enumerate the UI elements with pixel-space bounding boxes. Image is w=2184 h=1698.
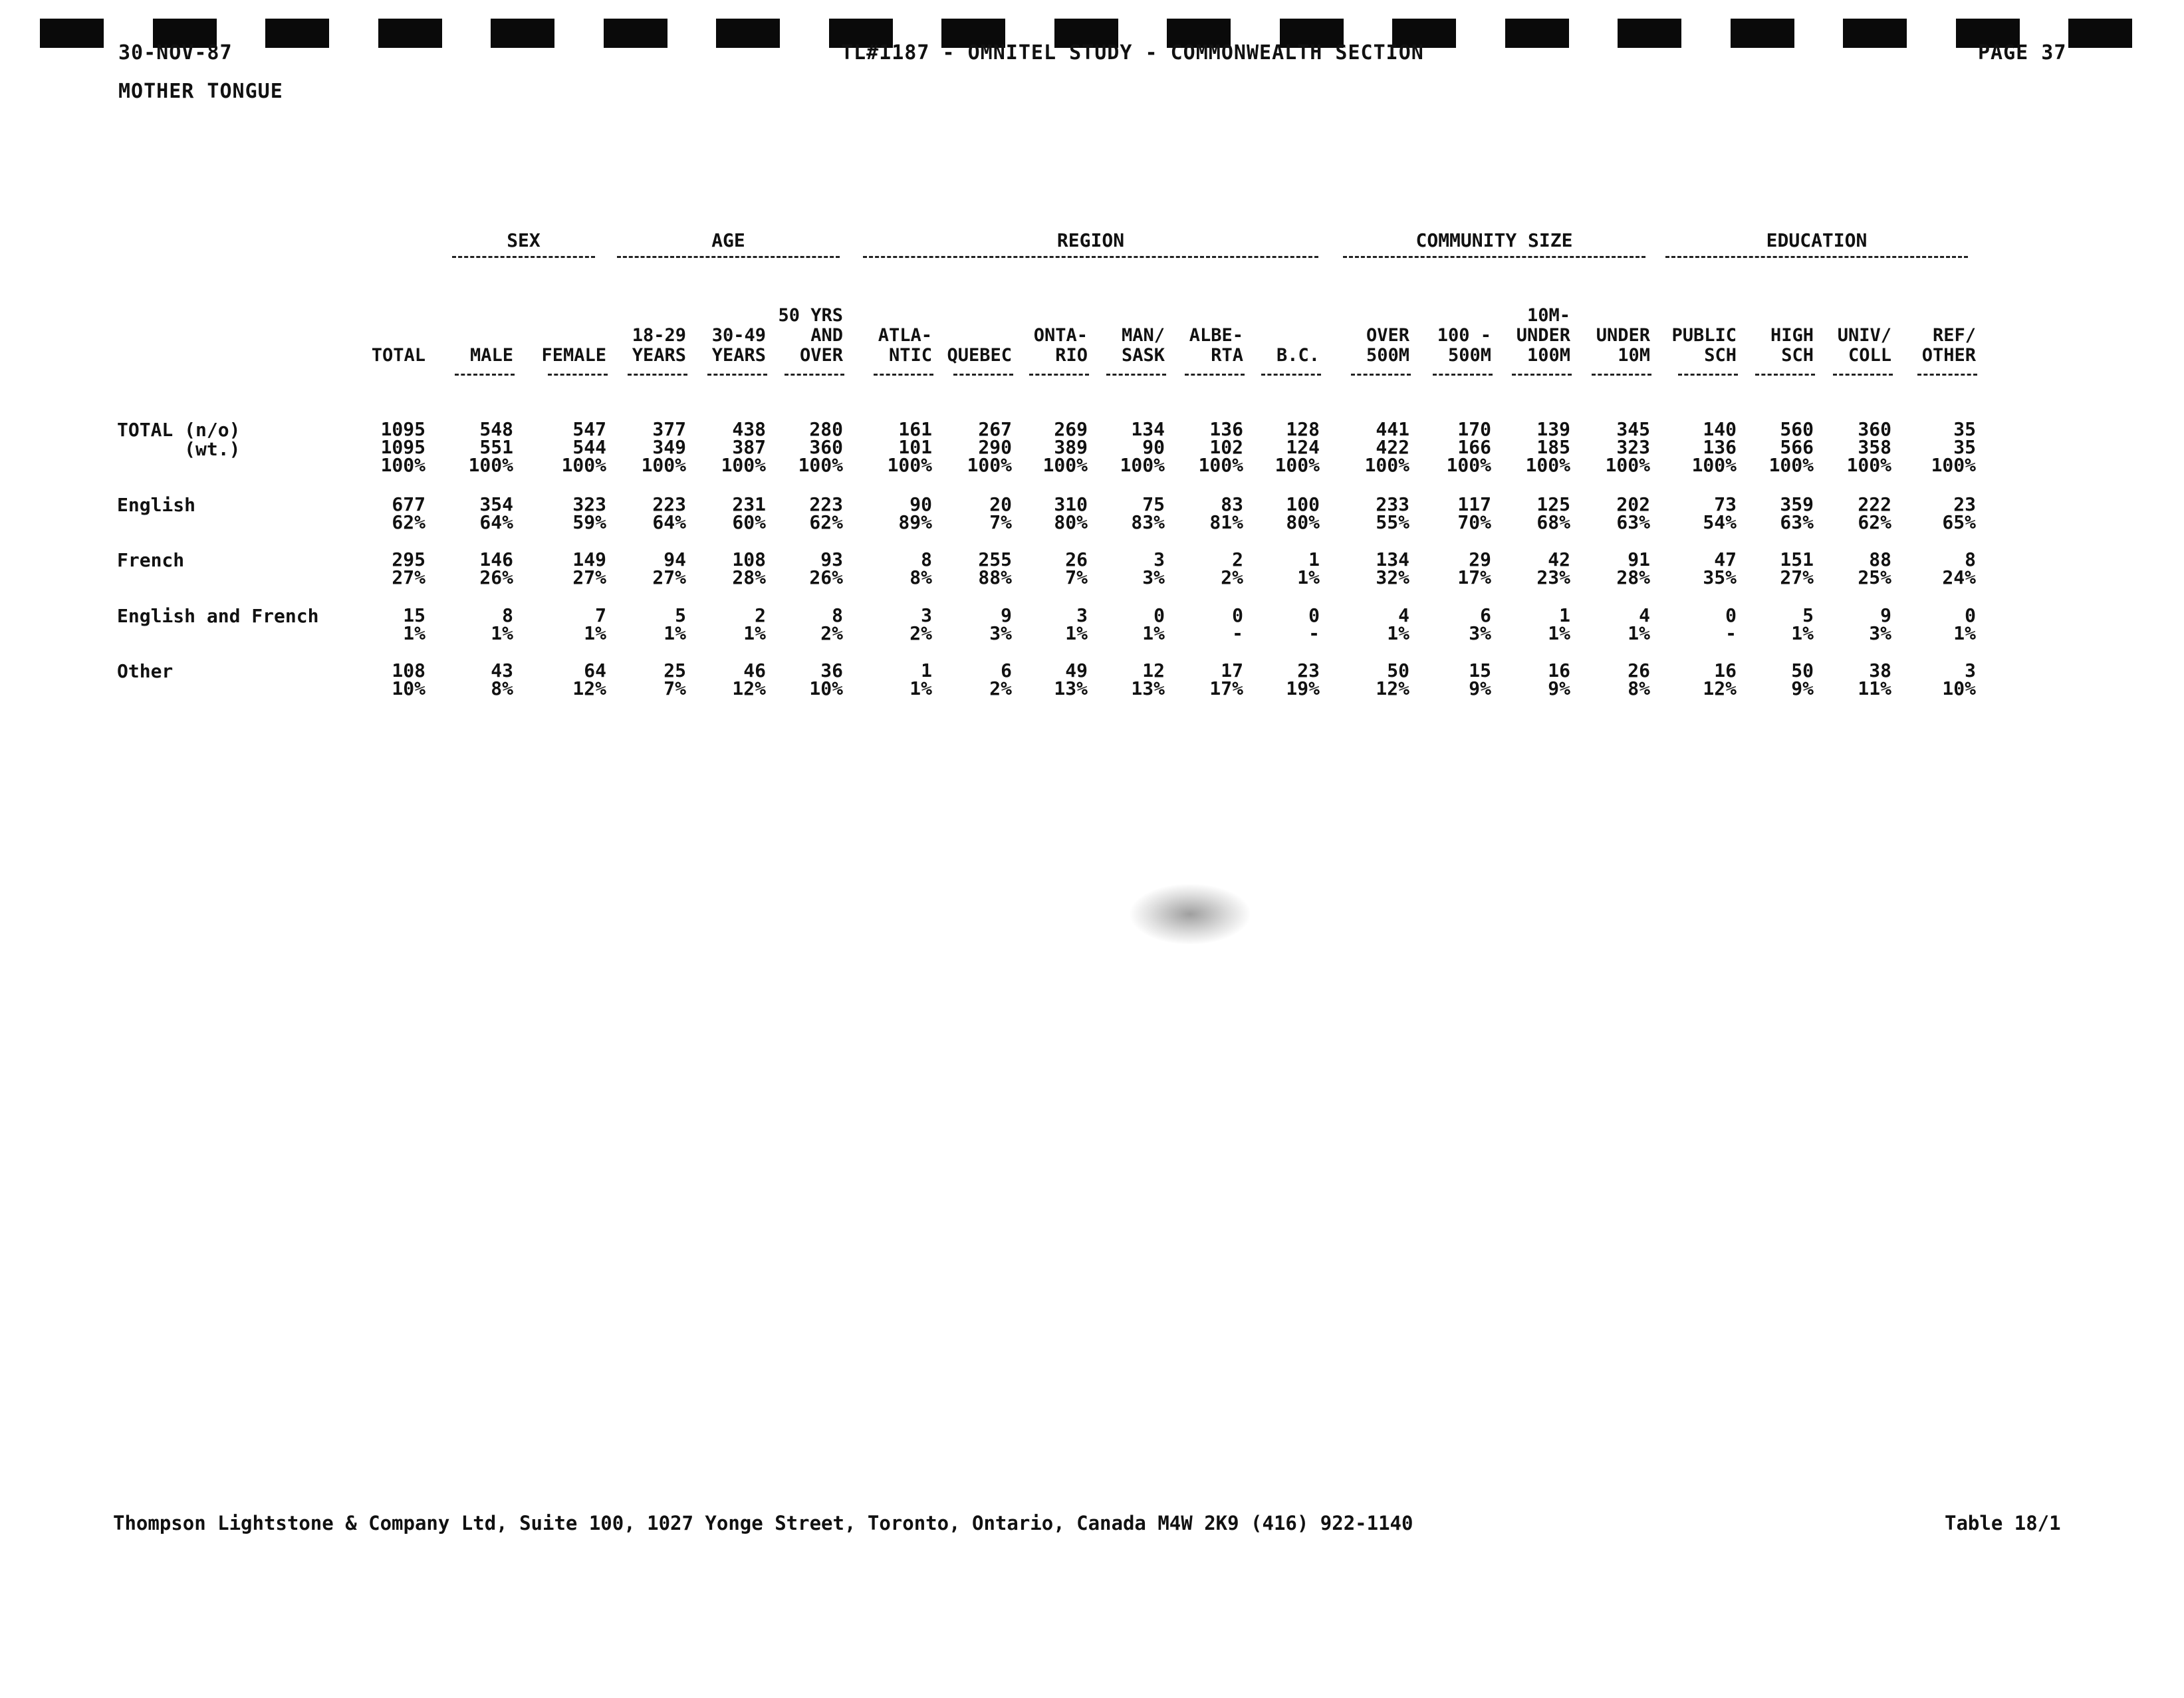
table-cell: 345 323 100% xyxy=(1605,418,1650,476)
column-header: 100 - 500M xyxy=(1437,325,1491,366)
table-cell: 108 10% xyxy=(392,660,425,699)
perforation-mark xyxy=(265,19,329,48)
group-heading-education: EDUCATION xyxy=(1766,229,1868,251)
column-underline xyxy=(1917,374,1977,376)
table-reference: Table 18/1 xyxy=(1945,1512,2061,1534)
table-cell: 354 64% xyxy=(479,493,513,533)
table-cell: 310 80% xyxy=(1054,493,1088,533)
table-cell: 20 7% xyxy=(989,493,1012,533)
table-cell: 4 1% xyxy=(1387,604,1409,644)
table-cell: 1 1% xyxy=(1548,604,1570,644)
table-cell: 3 10% xyxy=(1942,660,1976,699)
group-underline xyxy=(1343,256,1645,258)
table-cell: 36 10% xyxy=(809,660,843,699)
column-header: OVER 500M xyxy=(1366,325,1409,366)
report-date: 30-NOV-87 xyxy=(118,41,233,64)
column-header: FEMALE xyxy=(541,345,606,366)
table-cell: 255 88% xyxy=(978,548,1012,588)
group-underline xyxy=(1665,256,1968,258)
scan-smudge xyxy=(1130,884,1250,944)
column-underline xyxy=(1833,374,1893,376)
group-underline xyxy=(617,256,840,258)
table-cell: 560 566 100% xyxy=(1768,418,1814,476)
group-underline xyxy=(452,256,595,258)
column-underline xyxy=(953,374,1013,376)
table-cell: 2 2% xyxy=(1221,548,1243,588)
column-header: HIGH SCH xyxy=(1770,325,1814,366)
table-cell: 0 - xyxy=(1725,604,1737,644)
table-cell: 149 27% xyxy=(572,548,606,588)
table-cell: 75 83% xyxy=(1131,493,1165,533)
table-cell: 2 1% xyxy=(743,604,766,644)
table-cell: 3 3% xyxy=(1142,548,1165,588)
table-cell: 438 387 100% xyxy=(721,418,766,476)
table-cell: 267 290 100% xyxy=(967,418,1012,476)
table-cell: 677 62% xyxy=(392,493,425,533)
column-underline xyxy=(1755,374,1815,376)
table-cell: 0 - xyxy=(1232,604,1243,644)
column-underline xyxy=(1678,374,1738,376)
table-cell: 91 28% xyxy=(1616,548,1650,588)
column-header: ALBE- RTA xyxy=(1189,325,1243,366)
column-underline xyxy=(548,374,608,376)
perforation-mark xyxy=(1843,19,1907,48)
page-number: PAGE 37 xyxy=(1978,41,2067,64)
table-cell: 42 23% xyxy=(1536,548,1570,588)
table-cell: 26 8% xyxy=(1628,660,1650,699)
group-heading-sex: SEX xyxy=(507,229,541,251)
table-title: MOTHER TONGUE xyxy=(118,80,283,103)
column-header: QUEBEC xyxy=(947,345,1012,366)
table-cell: 7 1% xyxy=(584,604,606,644)
table-cell: 5 1% xyxy=(664,604,686,644)
column-underline xyxy=(1512,374,1572,376)
table-cell: 4 1% xyxy=(1628,604,1650,644)
table-cell: 12 13% xyxy=(1131,660,1165,699)
row-label: French xyxy=(117,549,185,571)
table-cell: 46 12% xyxy=(732,660,766,699)
table-cell: 3 2% xyxy=(910,604,932,644)
table-cell: 441 422 100% xyxy=(1364,418,1409,476)
table-cell: 16 9% xyxy=(1548,660,1570,699)
table-cell: 17 17% xyxy=(1209,660,1243,699)
table-cell: 15 1% xyxy=(403,604,425,644)
group-heading-community-size: COMMUNITY SIZE xyxy=(1415,229,1573,251)
group-underline xyxy=(863,256,1318,258)
table-cell: 377 349 100% xyxy=(641,418,686,476)
perforation-mark xyxy=(40,19,104,48)
table-cell: 140 136 100% xyxy=(1691,418,1737,476)
table-cell: 323 59% xyxy=(572,493,606,533)
table-cell: 6 3% xyxy=(1469,604,1491,644)
perforation-mark xyxy=(378,19,442,48)
column-header: 10M- UNDER 100M xyxy=(1516,305,1570,366)
column-underline xyxy=(1351,374,1411,376)
table-cell: 88 25% xyxy=(1858,548,1891,588)
table-cell: 0 1% xyxy=(1953,604,1976,644)
table-cell: 8 2% xyxy=(820,604,843,644)
table-cell: 90 89% xyxy=(898,493,932,533)
table-cell: 23 65% xyxy=(1942,493,1976,533)
column-header: 30-49 YEARS xyxy=(711,325,766,366)
study-title: TL#1187 - OMNITEL STUDY - COMMONWEALTH SECTION xyxy=(841,41,1424,64)
table-cell: 1095 1095 100% xyxy=(380,418,425,476)
column-underline xyxy=(1261,374,1321,376)
table-cell: 295 27% xyxy=(392,548,425,588)
row-label: English xyxy=(117,494,196,516)
table-cell: 1 1% xyxy=(1297,548,1320,588)
table-cell: 134 90 100% xyxy=(1120,418,1165,476)
column-underline xyxy=(1029,374,1089,376)
perforation-mark xyxy=(1618,19,1681,48)
table-cell: 359 63% xyxy=(1780,493,1814,533)
column-header: MALE xyxy=(469,345,513,366)
table-cell: 222 62% xyxy=(1858,493,1891,533)
column-header: PUBLIC SCH xyxy=(1671,325,1737,366)
table-cell: 73 54% xyxy=(1703,493,1737,533)
table-cell: 100 80% xyxy=(1286,493,1320,533)
table-cell: 360 358 100% xyxy=(1846,418,1891,476)
table-cell: 93 26% xyxy=(809,548,843,588)
table-cell: 6 2% xyxy=(989,660,1012,699)
perforation-mark xyxy=(2068,19,2132,48)
column-underline xyxy=(1433,374,1493,376)
table-cell: 125 68% xyxy=(1536,493,1570,533)
table-cell: 0 - xyxy=(1308,604,1320,644)
table-cell: 233 55% xyxy=(1376,493,1409,533)
table-cell: 25 7% xyxy=(664,660,686,699)
column-header: ATLA- NTIC xyxy=(878,325,932,366)
table-cell: 29 17% xyxy=(1457,548,1491,588)
table-cell: 139 185 100% xyxy=(1525,418,1570,476)
column-underline xyxy=(1106,374,1166,376)
perforation-mark xyxy=(491,19,554,48)
table-cell: 136 102 100% xyxy=(1198,418,1243,476)
table-cell: 146 26% xyxy=(479,548,513,588)
table-cell: 128 124 100% xyxy=(1274,418,1320,476)
table-cell: 134 32% xyxy=(1376,548,1409,588)
table-cell: 0 1% xyxy=(1142,604,1165,644)
table-cell: 49 13% xyxy=(1054,660,1088,699)
table-cell: 170 166 100% xyxy=(1446,418,1491,476)
perforation-mark xyxy=(604,19,667,48)
column-header: 50 YRS AND OVER xyxy=(778,305,843,366)
table-cell: 94 27% xyxy=(652,548,686,588)
table-cell: 9 3% xyxy=(989,604,1012,644)
perforation-mark xyxy=(716,19,780,48)
table-cell: 50 9% xyxy=(1791,660,1814,699)
table-cell: 83 81% xyxy=(1209,493,1243,533)
column-header: UNDER 10M xyxy=(1596,325,1650,366)
table-cell: 8 24% xyxy=(1942,548,1976,588)
table-cell: 117 70% xyxy=(1457,493,1491,533)
perforation-mark xyxy=(1731,19,1794,48)
table-cell: 9 3% xyxy=(1869,604,1891,644)
table-cell: 15 9% xyxy=(1469,660,1491,699)
table-cell: 151 27% xyxy=(1780,548,1814,588)
row-label: English and French xyxy=(117,605,319,627)
group-heading-region: REGION xyxy=(1056,229,1125,251)
table-cell: 223 62% xyxy=(809,493,843,533)
table-cell: 161 101 100% xyxy=(887,418,932,476)
column-underline xyxy=(628,374,687,376)
table-cell: 5 1% xyxy=(1791,604,1814,644)
row-label: Other xyxy=(117,660,174,682)
table-cell: 1 1% xyxy=(910,660,932,699)
table-cell: 64 12% xyxy=(572,660,606,699)
table-cell: 38 11% xyxy=(1858,660,1891,699)
table-cell: 108 28% xyxy=(732,548,766,588)
company-footer: Thompson Lightstone & Company Ltd, Suite 100, 1027 Yonge Street, Toronto, Ontario, Canada M4W 2K9 (416) 922-1140 xyxy=(113,1512,1413,1534)
table-cell: 231 60% xyxy=(732,493,766,533)
column-header: TOTAL xyxy=(371,345,425,366)
table-cell: 26 7% xyxy=(1065,548,1088,588)
column-underline xyxy=(785,374,844,376)
column-header: MAN/ SASK xyxy=(1121,325,1165,366)
column-underline xyxy=(1592,374,1651,376)
table-cell: 47 35% xyxy=(1703,548,1737,588)
row-label: TOTAL (n/o) (wt.) xyxy=(117,419,241,460)
table-cell: 202 63% xyxy=(1616,493,1650,533)
table-cell: 50 12% xyxy=(1376,660,1409,699)
column-header: B.C. xyxy=(1276,345,1320,366)
table-cell: 16 12% xyxy=(1703,660,1737,699)
column-header: REF/ OTHER xyxy=(1921,325,1976,366)
column-underline xyxy=(707,374,767,376)
column-underline xyxy=(455,374,515,376)
table-cell: 547 544 100% xyxy=(561,418,606,476)
table-cell: 8 1% xyxy=(491,604,513,644)
column-underline xyxy=(1185,374,1245,376)
table-cell: 43 8% xyxy=(491,660,513,699)
group-heading-age: AGE xyxy=(711,229,745,251)
column-header: ONTA- RIO xyxy=(1033,325,1088,366)
table-cell: 23 19% xyxy=(1286,660,1320,699)
table-cell: 280 360 100% xyxy=(798,418,843,476)
table-cell: 3 1% xyxy=(1065,604,1088,644)
column-header: 18-29 YEARS xyxy=(632,325,686,366)
column-underline xyxy=(874,374,933,376)
table-cell: 35 35 100% xyxy=(1931,418,1976,476)
perforation-mark xyxy=(1505,19,1569,48)
column-header: UNIV/ COLL xyxy=(1837,325,1891,366)
table-cell: 548 551 100% xyxy=(468,418,513,476)
table-cell: 8 8% xyxy=(910,548,932,588)
table-cell: 269 389 100% xyxy=(1042,418,1088,476)
table-cell: 223 64% xyxy=(652,493,686,533)
